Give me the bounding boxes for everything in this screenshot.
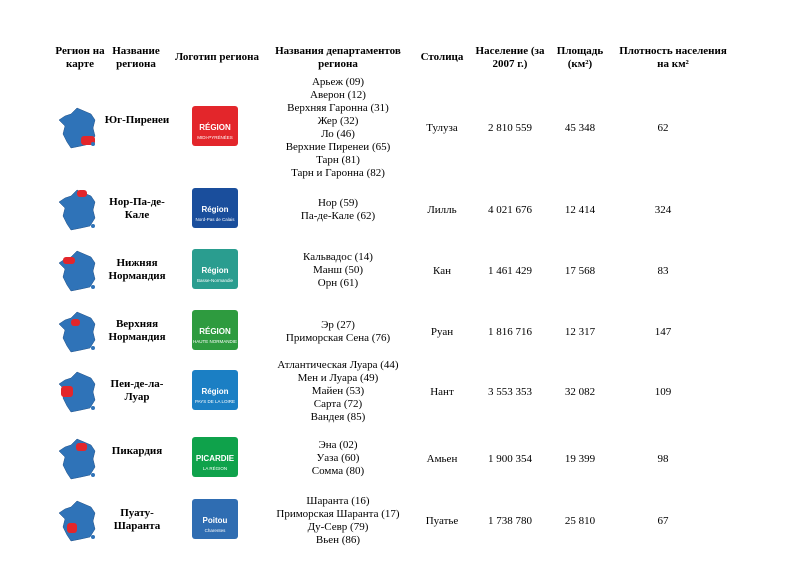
header-area: Площадь (км²) — [556, 45, 604, 70]
area-cell: 12 317 — [564, 326, 596, 338]
departments-list — [268, 197, 408, 223]
departments-list — [268, 319, 408, 345]
density-cell: 147 — [654, 326, 672, 338]
density-cell: 109 — [654, 386, 672, 398]
logo-subtext: HAUTE NORMANDIE — [192, 339, 238, 344]
department-item: Кальвадос (14) — [303, 251, 373, 263]
department-item: Тарн и Гаронна (82) — [291, 167, 385, 179]
department-item: Верхняя Гаронна (31) — [287, 102, 389, 114]
capital-cell: Руан — [430, 326, 454, 338]
france-map-icon — [57, 106, 101, 155]
department-item: Шаранта (16) — [306, 495, 370, 507]
capital-cell: Тулуза — [426, 122, 458, 134]
density-cell: 62 — [657, 122, 669, 134]
department-item: Орн (61) — [317, 277, 359, 289]
region-name: Пуату-Шаранта — [113, 507, 161, 532]
density-cell: 98 — [657, 453, 669, 465]
region-logo — [184, 497, 254, 545]
region-logo — [184, 435, 254, 483]
region-logo — [184, 104, 254, 152]
capital-cell: Кан — [433, 265, 451, 277]
population-cell: 3 553 353 — [488, 386, 532, 398]
header-population: Население (за 2007 г.) — [475, 45, 545, 70]
header-departments: Названия департаментов региона — [275, 45, 401, 70]
departments-list — [268, 76, 408, 180]
density-cell: 83 — [657, 265, 669, 277]
area-cell: 19 399 — [564, 453, 596, 465]
logo-subtext: LA RÉGION — [202, 466, 228, 471]
france-map-icon — [57, 188, 101, 237]
logo-text: RÉGION — [199, 327, 231, 336]
department-item: Ду-Севр (79) — [307, 521, 369, 533]
header-logo: Логотип региона — [175, 51, 259, 63]
department-item: Вьен (86) — [315, 534, 361, 546]
department-item: Арьеж (09) — [311, 76, 365, 88]
department-item: Па-де-Кале (62) — [300, 210, 376, 222]
population-cell: 1 900 354 — [488, 453, 532, 465]
france-map-icon — [57, 499, 101, 548]
region-name: Верхняя Нормандия — [108, 318, 166, 343]
header-density: Плотность населения на км² — [619, 45, 727, 70]
header-capital: Столица — [420, 51, 464, 63]
department-item: Эр (27) — [321, 319, 355, 331]
population-cell: 1 461 429 — [488, 265, 532, 277]
capital-cell: Нант — [430, 386, 454, 398]
departments-list — [268, 439, 408, 478]
department-item: Сомма (80) — [311, 465, 365, 477]
capital-cell: Пуатье — [425, 515, 459, 527]
population-cell: 2 810 559 — [488, 122, 532, 134]
logo-subtext: Basse-Normandie — [196, 278, 234, 283]
department-item: Приморская Шаранта (17) — [276, 508, 400, 520]
department-item: Сарта (72) — [313, 398, 363, 410]
department-item: Атлантическая Луара (44) — [277, 359, 399, 371]
department-item: Тарн (81) — [316, 154, 360, 166]
departments-list — [268, 495, 408, 547]
department-item: Приморская Сена (76) — [285, 332, 391, 344]
capital-cell: Амьен — [426, 453, 458, 465]
area-cell: 17 568 — [564, 265, 596, 277]
header-map: Регион на карте — [55, 45, 105, 70]
density-cell: 67 — [657, 515, 669, 527]
department-item: Манш (50) — [312, 264, 364, 276]
logo-text: Région — [201, 205, 229, 214]
region-logo — [184, 186, 254, 234]
area-cell: 32 082 — [564, 386, 596, 398]
header-name: Название региона — [112, 45, 160, 70]
area-cell: 45 348 — [564, 122, 596, 134]
departments-list — [268, 359, 408, 424]
department-item: Нор (59) — [317, 197, 359, 209]
france-map-icon — [57, 249, 101, 298]
area-cell: 25 810 — [564, 515, 596, 527]
france-map-icon — [57, 437, 101, 486]
region-name: Юг-Пиренеи — [104, 114, 170, 126]
logo-text: Région — [201, 266, 229, 275]
area-cell: 12 414 — [564, 204, 596, 216]
logo-subtext: Nord-Pas de Calais — [195, 217, 235, 222]
department-item: Мен и Луара (49) — [297, 372, 379, 384]
department-item: Верхние Пиренеи (65) — [285, 141, 391, 153]
france-map-icon — [57, 310, 101, 359]
logo-text: Région — [201, 387, 229, 396]
department-item: Вандея (85) — [310, 411, 366, 423]
density-cell: 324 — [654, 204, 672, 216]
department-item: Жер (32) — [317, 115, 359, 127]
department-item: Эна (02) — [318, 439, 358, 451]
region-name: Пикардия — [111, 445, 163, 457]
population-cell: 4 021 676 — [488, 204, 532, 216]
region-name: Нор-Па-де-Кале — [109, 196, 165, 221]
logo-text: PICARDIE — [195, 454, 235, 463]
logo-subtext: MIDI-PYRÉNÉES — [197, 135, 233, 140]
departments-list — [268, 251, 408, 290]
logo-text: Poitou — [202, 516, 228, 525]
logo-subtext: Charentes — [204, 528, 226, 533]
region-name: Нижняя Нормандия — [108, 257, 166, 282]
department-item: Ло (46) — [321, 128, 355, 140]
logo-subtext: PAYS DE LA LOIRE — [194, 399, 236, 404]
logo-text: RÉGION — [199, 123, 231, 132]
population-cell: 1 816 716 — [488, 326, 532, 338]
department-item: Майен (53) — [311, 385, 365, 397]
region-logo — [184, 308, 254, 356]
region-logo — [184, 368, 254, 416]
population-cell: 1 738 780 — [488, 515, 532, 527]
capital-cell: Лилль — [427, 204, 457, 216]
region-logo — [184, 247, 254, 295]
department-item: Уаза (60) — [316, 452, 360, 464]
region-name: Пеи-де-ла-Луар — [110, 378, 164, 403]
department-item: Аверон (12) — [310, 89, 366, 101]
france-map-icon — [57, 370, 101, 419]
